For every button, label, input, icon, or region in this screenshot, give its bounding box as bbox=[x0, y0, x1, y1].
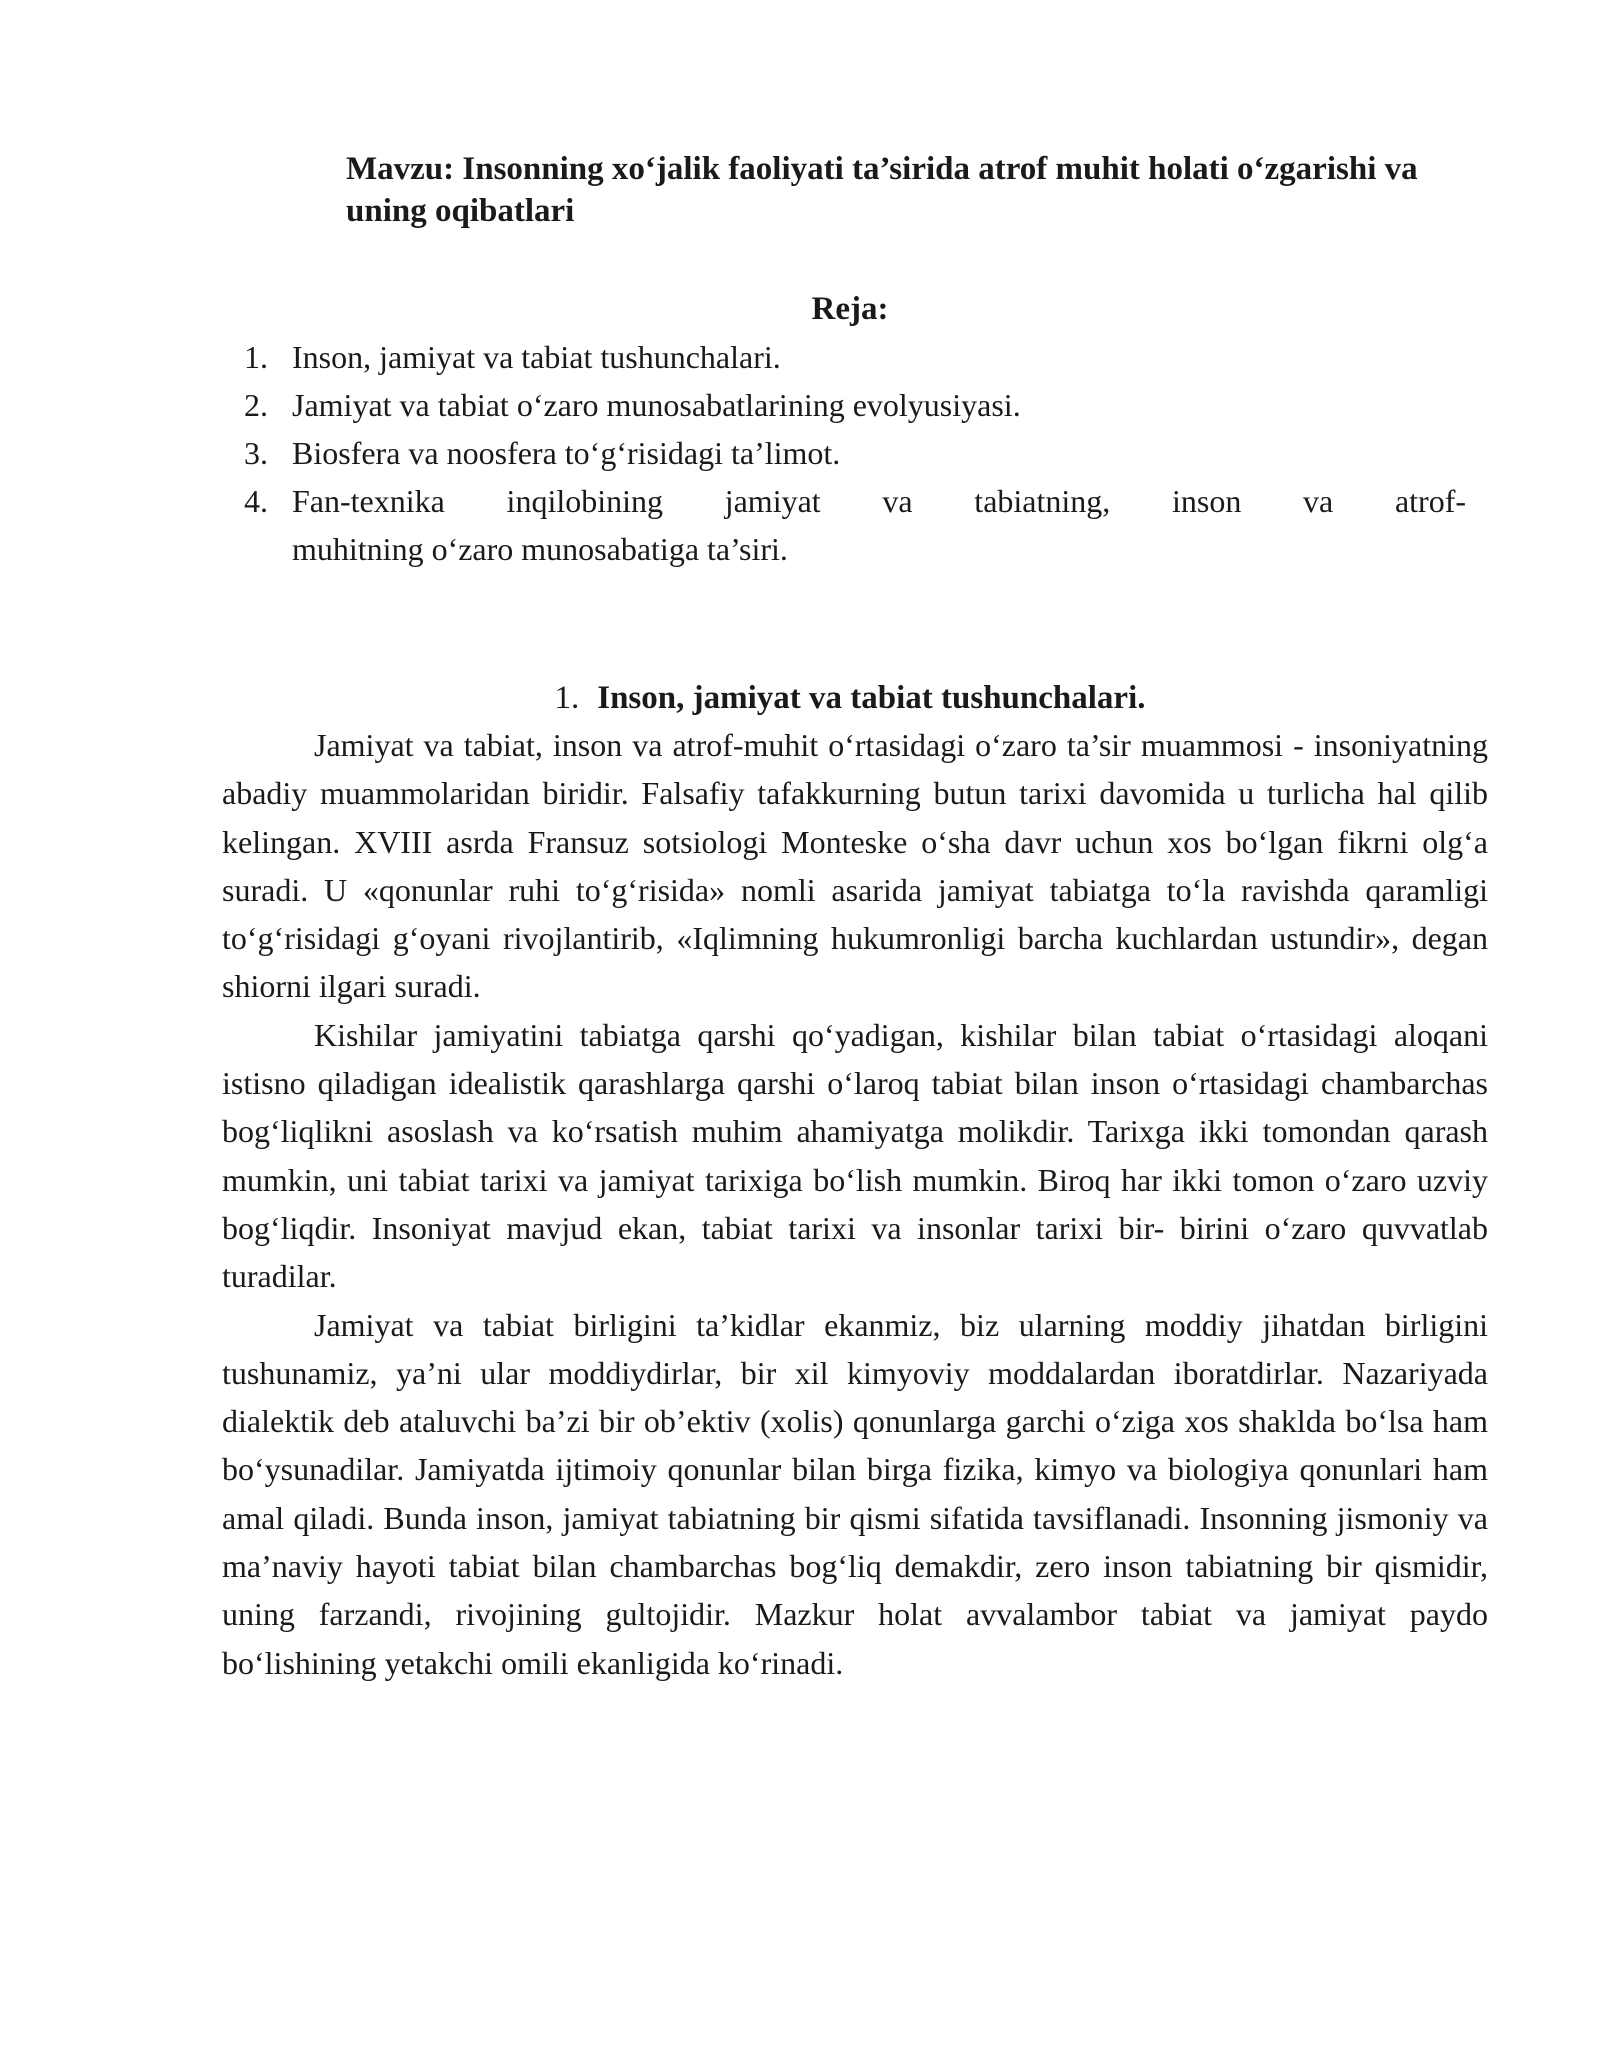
plan-item-text: Biosfera va noosfera toʻgʻrisidagi ta’limot. bbox=[292, 435, 841, 471]
plan-item-text-line1: Fan-texnika inqilobining jamiyat va tabiatning, inson va atrof- bbox=[292, 483, 1466, 519]
plan-item bbox=[244, 381, 1466, 429]
plan-item-number: 3. bbox=[244, 435, 268, 471]
plan-item-text: Jamiyat va tabiat oʻzaro munosabatlarining evolyusiyasi. bbox=[292, 387, 1021, 423]
body-paragraph: Jamiyat va tabiat, inson va atrof-muhit oʻrtasidagi oʻzaro ta’sir muammosi - insoniyatning abadiy muammolaridan biridir. Falsafiy tafakkurning butun tarixi davomida u turlicha hal qilib kelingan. XVIII asrda Fransuz sotsiologi Monteske oʻsha davr uchun xos boʻlgan fikrni olgʻa suradi. U «qonunlar ruhi toʻgʻrisida» nomli asarida jamiyat tabiatga toʻla ravishda qaramligi toʻgʻrisidagi gʻoyani rivojlantirib, «Iqlimning hukumronligi barcha kuchlardan ustundir», degan shiorni ilgari suradi. bbox=[222, 727, 1488, 1005]
plan-item-text-line2: muhitning oʻzaro munosabatiga ta’siri. bbox=[292, 531, 788, 567]
plan-item bbox=[244, 333, 1466, 381]
plan-item-text bbox=[292, 477, 1466, 573]
plan-item-text: Inson, jamiyat va tabiat tushunchalari. bbox=[292, 339, 781, 375]
plan-item bbox=[244, 429, 1466, 477]
section-heading bbox=[0, 676, 1600, 720]
page-title: Mavzu: Insonning xoʻjalik faoliyati ta’sirida atrof muhit holati oʻzgarishi va uning oqibatlari bbox=[346, 151, 1418, 229]
section-body bbox=[222, 721, 1488, 1687]
plan-item bbox=[244, 477, 1466, 573]
section-title: Inson, jamiyat va tabiat tushunchalari. bbox=[597, 680, 1146, 716]
plan-item-number: 2. bbox=[244, 387, 268, 423]
section-number: 1. bbox=[554, 680, 580, 716]
plan-item-number: 1. bbox=[244, 339, 268, 375]
plan-heading: Reja: bbox=[811, 291, 889, 327]
plan-item-number: 4. bbox=[244, 483, 268, 519]
body-paragraph: Jamiyat va tabiat birligini ta’kidlar ekanmiz, biz ularning moddiy jihatdan birligini tushunamiz, ya’ni ular moddiydirlar, bir xil kimyoviy moddalardan iboratdirlar. Nazariyada dialektik deb ataluvchi ba’zi bir ob’ektiv (xolis) qonunlarga garchi oʻziga xos shaklda boʻlsa ham boʻysunadilar. Jamiyatda ijtimoiy qonunlar bilan birga fizika, kimyo va biologiya qonunlari ham amal qiladi. Bunda inson, jamiyat tabiatning bir qismi sifatida tavsiflanadi. Insonning jismoniy va ma’naviy hayoti tabiat bilan chambarchas bogʻliq demakdir, zero inson tabiatning bir qismidir, uning farzandi, rivojining gultojidir. Mazkur holat avvalambor tabiat va jamiyat paydo boʻlishining yetakchi omili ekanligida koʻrinadi. bbox=[222, 1306, 1488, 1681]
body-paragraph: Kishilar jamiyatini tabiatga qarshi qoʻyadigan, kishilar bilan tabiat oʻrtasidagi aloqani istisno qiladigan idealistik qarashlarga qarshi oʻlaroq tabiat bilan inson oʻrtasidagi chambarchas bogʻliqlikni asoslash va koʻrsatish muhim ahamiyatga molikdir. Tarixga ikki tomondan qarash mumkin, uni tabiat tarixi va jamiyat tarixiga boʻlish mumkin. Biroq har ikki tomon oʻzaro uzviy bogʻliqdir. Insoniyat mavjud ekan, tabiat tarixi va insonlar tarixi bir- birini oʻzaro quvvatlab turadilar. bbox=[222, 1016, 1488, 1295]
plan-list bbox=[244, 333, 1466, 573]
